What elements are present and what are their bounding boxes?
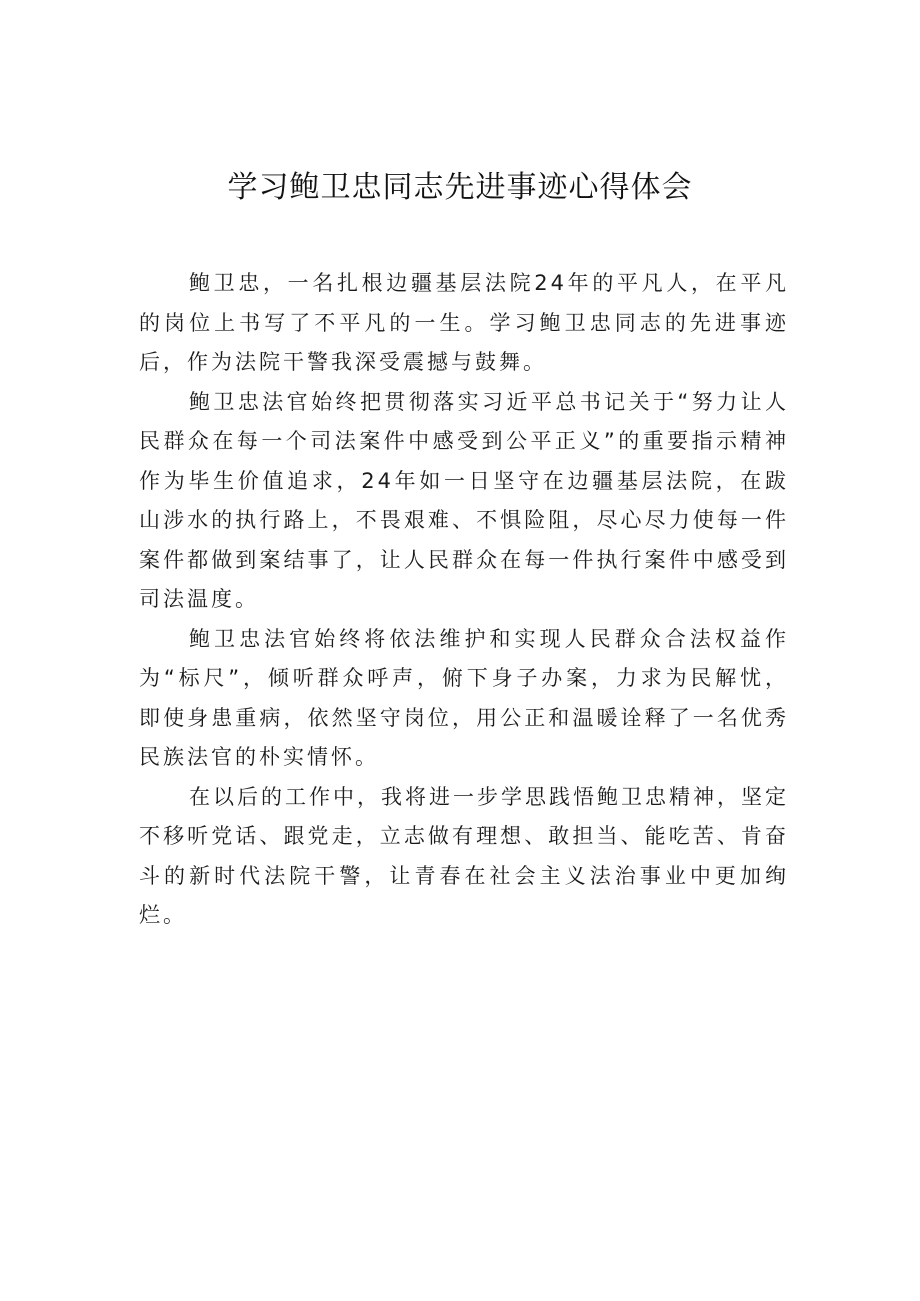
document-title: 学习鲍卫忠同志先进事迹心得体会 bbox=[227, 170, 693, 205]
paragraph-3: 鲍卫忠法官始终将依法维护和实现人民群众合法权益作为“标尺”，倾听群众呼声，俯下身子办案，力求为民解忧，即使身患重病，依然坚守岗位，用公正和温暖诠释了一名优秀民族法官的朴实情怀。 bbox=[139, 626, 789, 769]
document-body bbox=[139, 264, 789, 936]
paragraph-1: 鲍卫忠，一名扎根边疆基层法院24年的平凡人，在平凡的岗位上书写了不平凡的一生。学习鲍卫忠同志的先进事迹后，作为法院干警我深受震撼与鼓舞。 bbox=[139, 271, 789, 374]
paragraph-2: 鲍卫忠法官始终把贯彻落实习近平总书记关于“努力让人民群众在每一个司法案件中感受到公平正义”的重要指示精神作为毕生价值追求，24年如一日坚守在边疆基层法院，在跋山涉水的执行路上，不畏艰难、不惧险阻，尽心尽力使每一件案件都做到案结事了，让人民群众在每一件执行案件中感受到司法温度。 bbox=[139, 389, 789, 611]
paragraph-4: 在以后的工作中，我将进一步学思践悟鲍卫忠精神，坚定不移听党话、跟党走，立志做有理想、敢担当、能吃苦、肯奋斗的新时代法院干警，让青春在社会主义法治事业中更加绚烂。 bbox=[139, 784, 789, 927]
